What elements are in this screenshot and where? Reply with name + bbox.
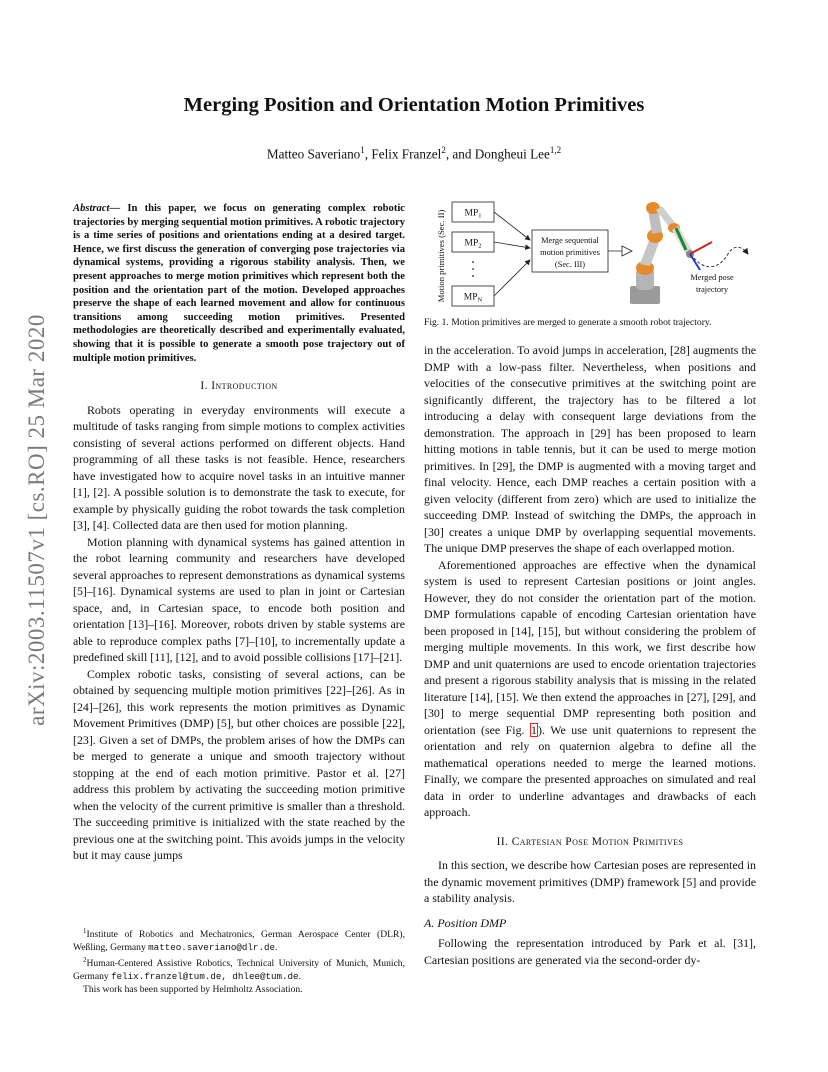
author-separator: , — [364, 146, 372, 162]
ellipsis-dot — [472, 261, 474, 263]
frame-axis-x — [690, 242, 712, 254]
abstract-label: Abstract — [73, 203, 110, 214]
paragraph: Motion planning with dynamical systems has gained attention in the robot learning community and researchers have developed several approaches to represent demonstrations as dynamical systems [5]–[16]. Dynamical systems are used to plan in joint or Cartesian space, and, in Cartesian space, to encode both position and orientation [13]–[16]. Moreover, robots driven by stable systems are able to reproduce complex paths [7]–[10], to incrementally update a predefined skill [11], [12], and to avoid possible collisions [17]–[21]. — [73, 534, 405, 665]
paragraph: in the acceleration. To avoid jumps in acceleration, [28] augments the DMP with a low-pass filter. Nevertheless, when positions and velocities of the consecutive primitives at the switching point are significantly different, the trajectory has to be filtered a lot introducing a delay with consequent large deviations from the demonstration. The approach in [29] has been proposed to learn hitting motions in table tennis, but it can be used to merge motion primitives. In [29], the DMP is augmented with a moving target and final velocity. Hence, each DMP reaches a certain position with a given velocity (different from zero) which are used to initialize the succeeding DMP. Instead of switching the DMPs, the approach in [30] creates a unique DMP by overlapping sequential movements. The unique DMP preserves the shape of each overlapped motion. — [424, 343, 756, 555]
author-affiliation: 1 — [360, 145, 365, 155]
figure-caption: Fig. 1. Motion primitives are merged to generate a smooth robot trajectory. — [424, 317, 712, 328]
section-heading-introduction — [73, 378, 405, 395]
paragraph: Complex robotic tasks, consisting of several actions, can be obtained by sequencing multiple motion primitives [22]–[26]. As in [24]–[26], this work represents the motion primitives as Dynamic Movement Primitives (DMP) [5], but other choices are possible [22], [23]. Given a set of DMPs, the problem arises of how the DMPs can be merged to generate a unique and smooth trajectory without stopping at the end of each motion primitive. Pastor et al. [27] address this problem by activating the succeeding motion primitive when the velocity of the current primitive is smaller than a threshold. The succeeding primitive is initialized with the state reached by the previous one at the switching point. This avoids jumps in the velocity but it may cause jumps — [73, 666, 405, 863]
paragraph — [424, 557, 756, 821]
section-title: Cartesian Pose Motion Primitives — [511, 835, 684, 848]
figure-1-diagram — [424, 198, 756, 310]
arrow-mp1 — [494, 212, 530, 240]
robot-arm-icon — [630, 202, 694, 304]
arrow-mpn — [494, 260, 530, 296]
paragraph: Following the representation introduced by Park et al. [31], Cartesian positions are generated via the second-order dy- — [424, 936, 756, 967]
author-name: Dongheui Lee — [474, 146, 550, 162]
abstract — [73, 202, 405, 365]
author-affiliation: 2 — [441, 145, 446, 155]
footnote-support: This work has been supported by Helmholtz Association. — [83, 983, 303, 995]
merged-label-line: trajectory — [695, 285, 729, 294]
author-name: Matteo Saveriano — [266, 146, 361, 162]
footnote-mark: 2 — [83, 956, 87, 965]
left-column — [73, 202, 405, 864]
merged-label-line: Merged pose — [690, 273, 734, 282]
ellipsis-dot — [472, 275, 474, 277]
figure-reference-link[interactable]: 1 — [531, 722, 537, 737]
arrow-mp2 — [494, 242, 530, 248]
mp-label-2: $MP_2$ — [464, 238, 482, 250]
arxiv-sidebar — [22, 280, 52, 760]
paper-title: Merging Position and Orientation Motion Primitives — [183, 94, 645, 116]
footnote-end: . — [298, 971, 301, 983]
paragraph: In this section, we describe how Cartesian poses are represented in the dynamic movement primitives (DMP) framework [5] and provide a stability analysis. — [424, 858, 756, 905]
ellipsis-dot — [472, 268, 474, 270]
merge-box-line: (Sec. III) — [554, 260, 586, 269]
abstract-text: — In this paper, we focus on generating complex robotic trajectories by merging sequential motion primitives. A robotic trajectory is a time series of positions and orientations ending at a desired target. Hence, we first discuss the generation of converging pose trajectories via dynamical systems, providing a rigorous stability analysis. Then, we present approaches to merge motion primitives which represent both the position and the orientation part of the motion. Developed approaches preserve the shape of each learned movement and allow for continuous transitions among succeeding motion primitives. Presented methodologies are theoretically described and experimentally evaluated, showing that it is possible to generate a smooth pose trajectory out of multiple motion primitives. — [73, 203, 405, 364]
author-separator: , and — [445, 146, 475, 162]
mp-label-n: $MP_N$ — [463, 292, 483, 304]
paragraph: Robots operating in everyday environments will execute a multitude of tasks ranging from simple motions to complex activities consisting of several actions performed on different objects. Hand programming of all these tasks is not feasible. Hence, researchers have investigated how to acquire novel tasks in an intuitive manner [1], [2]. A possible solution is to demonstrate the task to execute, for example by physically guiding the robot towards the task completion [3], [4]. Collected data are then used for motion planning. — [73, 402, 405, 533]
footnote-email[interactable]: felix.franzel@tum.de, dhlee@tum.de — [111, 971, 299, 983]
footnote-text: Institute of Robotics and Mechatronics, German Aerospace Center (DLR), Weßling, Germany — [73, 929, 405, 953]
footnote-affiliation-2 — [73, 954, 405, 983]
footnote-end: . — [274, 941, 278, 953]
section-title: Introduction — [211, 380, 278, 393]
footnote-email[interactable]: matteo.saveriano@dlr.de — [148, 941, 275, 953]
footnote-text: Human-Centered Assistive Robotics, Technical University of Munich, Munich, Germany — [73, 958, 405, 983]
paragraph-text: Aforementioned approaches are effective when the dynamical system is used to represent Cartesian positions or joint angles. However, they do not consider the orientation part of the motion. DMP formulations capable of encoding Cartesian orientation have been proposed in [14], [15], but without considering the problem of merging multiple movements. In this work, we first describe how DMP and unit quaternions are used to encode orientation trajectories and present a rigorous stability analysis that is missing in the related literature [14], [15]. We then extend the approaches in [27], [29], and [30] to merge sequential DMP representing both position and orientation (see Fig. — [424, 557, 756, 737]
section-heading-cartesian — [424, 834, 756, 851]
author-list — [0, 145, 828, 162]
footnote-mark: 1 — [83, 927, 87, 935]
paragraph-text: ). We use unit quaternions to represent the orientation and rely on quaternion algebra to define all the mathematical operations needed to merge the learned motions. Finally, we compare the presented approaches on simulated and real data in order to underline advantages and drawbacks of each approach. — [424, 722, 757, 819]
output-arrow — [608, 246, 632, 256]
section-number: II. — [496, 835, 512, 848]
footnotes — [73, 925, 405, 996]
merged-trajectory-path — [694, 247, 748, 266]
right-column — [424, 342, 756, 968]
merge-box-line: Merge sequential — [541, 236, 599, 245]
footnote-affiliation-1 — [73, 925, 405, 954]
author-affiliation: 1,2 — [549, 145, 562, 155]
figure-axis-label: Motion primitives (Sec. II) — [436, 209, 446, 303]
author-name: Felix Franzel — [371, 146, 442, 162]
merge-box-line: motion primitives — [540, 248, 600, 257]
subsection-heading-position-dmp: A. Position DMP — [424, 915, 507, 930]
section-number: I. — [200, 380, 212, 393]
arxiv-identifier: arXiv:2003.11507v1 [cs.RO] 25 Mar 2020 — [24, 314, 49, 726]
figure-1 — [424, 198, 756, 310]
mp-label-1: $MP_1$ — [464, 208, 482, 220]
